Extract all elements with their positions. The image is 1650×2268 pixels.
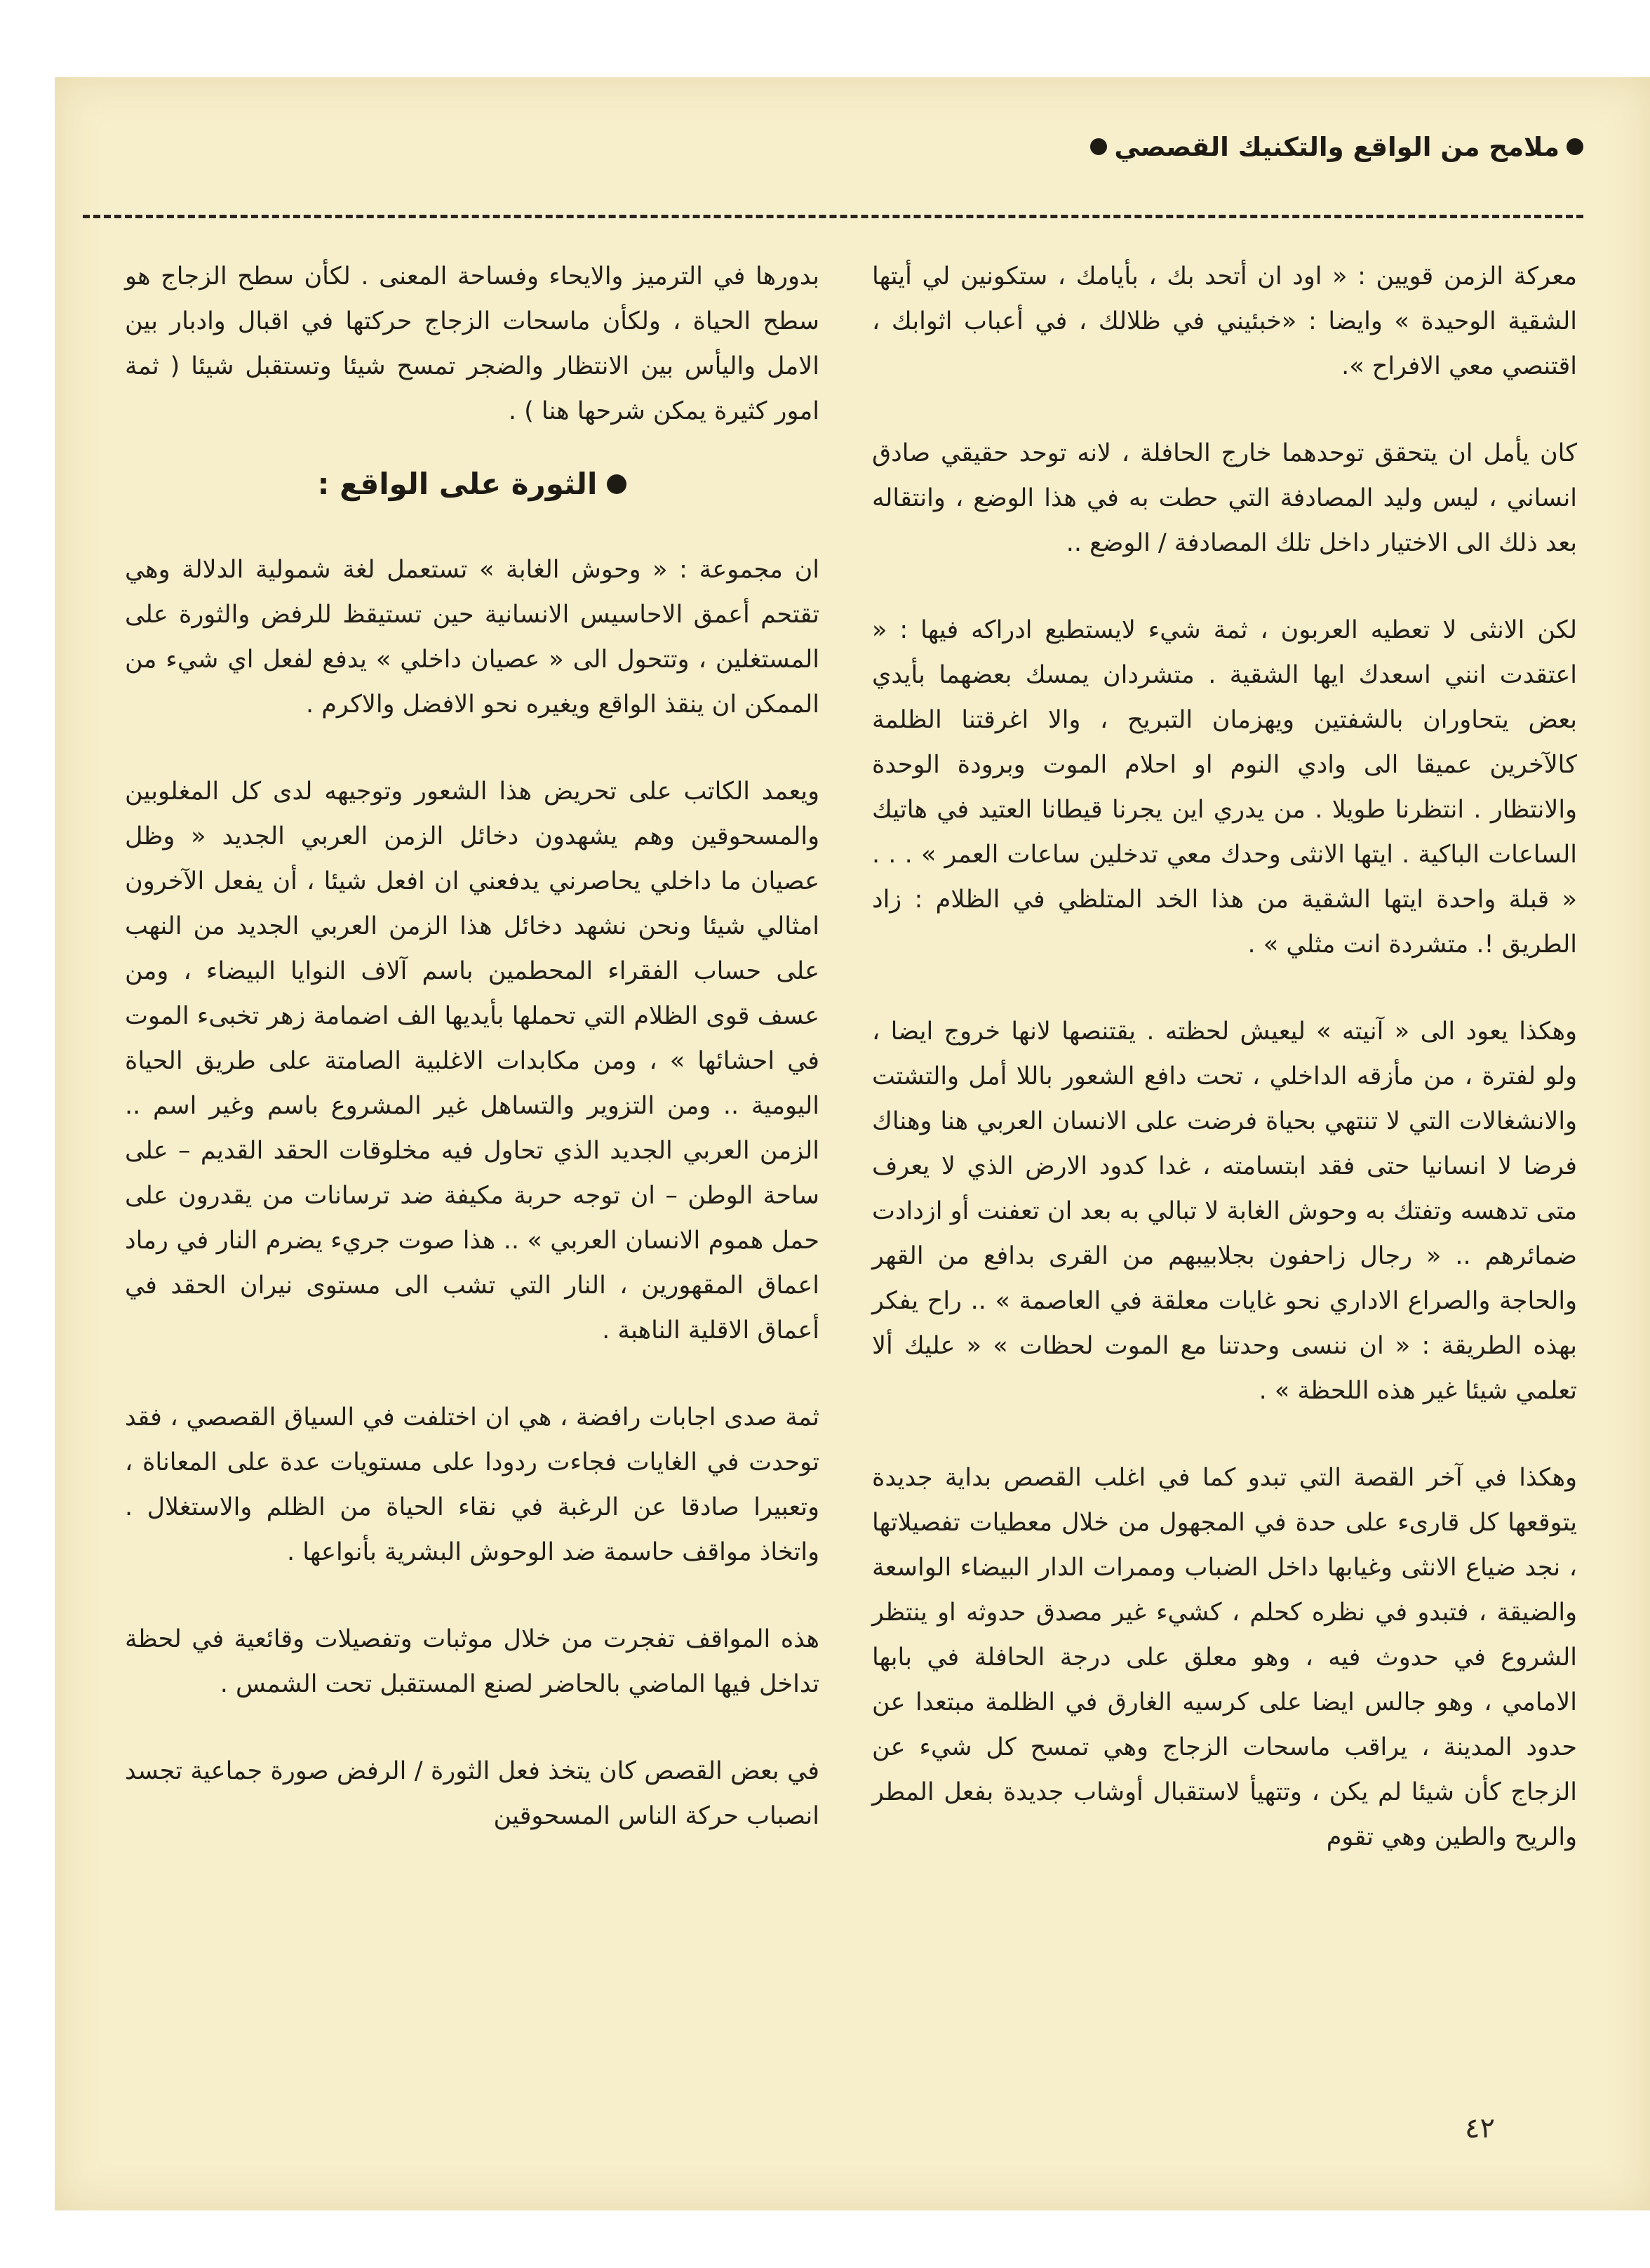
paragraph: ثمة صدى اجابات رافضة ، هي ان اختلفت في السياق القصصي ، فقد توحدت في الغايات فجاءت ردودا على مستويات عدة على المعاناة ، وتعبيرا صادقا عن الرغبة في نقاء الحياة من الظلم والاستغلال . واتخاذ مواقف حاسمة ضد الوحوش البشرية بأنواعها .	[125, 1403, 819, 1566]
paragraph: ان مجموعة : « وحوش الغابة » تستعمل لغة شمولية الدلالة وهي تقتحم أعمق الاحاسيس الانسانية حين تستيقظ للرفض والثورة على المستغلين ، وتتحول الى « عصيان داخلي » يدفع لفعل اي شيء من الممكن ان ينقذ الواقع ويغيره نحو الافضل والاكرم .	[125, 556, 819, 719]
running-header	[1090, 122, 1583, 171]
paragraph: كان يأمل ان يتحقق توحدهما خارج الحافلة ، لانه توحد حقيقي صادق انساني ، ليس وليد المصادفة التي حطت به في هذا الوضع ، وانتقاله بعد ذلك الى الاختيار داخل تلك المصادفة / الوضع ..	[872, 439, 1577, 557]
bullet-icon	[1567, 138, 1583, 155]
paragraph: معركة الزمن قويين : « اود ان أتحد بك ، بأيامك ، ستكونين لي أيتها الشقية الوحيدة » وايضا : «خبئيني في ظلالك ، في أعباب اثوابك ، اقتنصي معي الافراح ».	[872, 262, 1577, 380]
paragraph: في بعض القصص كان يتخذ فعل الثورة / الرفض صورة جماعية تجسد انصباب حركة الناس المسحوقين	[125, 1757, 819, 1830]
paragraph: لكن الانثى لا تعطيه العربون ، ثمة شيء لايستطيع ادراكه فيها : « اعتقدت انني اسعدك ايها الشقية . متشردان يمسك بعضهما بأيدي بعض يتحاوران بالشفتين ويهزمان التبريح ، والا اغرقتنا الظلمة كالآخرين عميقا الى وادي النوم او احلام الموت وبرودة الوحدة والانتظار . انتظرنا طويلا . من يدري اين يجرنا قيطانا العتيد في هاتيك الساعات الباكية . ايتها الانثى وحدك معي تدخلين ساعات العمر » . . . « قبلة واحدة ايتها الشقية من هذا الخد المتلظي في الظلام : زاد الطريق !. متشردة انت مثلي » .	[872, 616, 1577, 959]
paragraph: وهكذا يعود الى « آنيته » ليعيش لحظته . يقتنصها لانها خروج ايضا ، ولو لفترة ، من مأزقه الداخلي ، تحت دافع الشعور باللا أمل والتشتت والانشغالات التي لا تنتهي بحياة فرضت على الانسان العربي هنا وهناك فرضا لا انسانيا حتى فقد ابتسامته ، غدا كدود الارض الذي لا يعرف متى تدهسه وتفتك به وحوش الغابة لا تبالي به بعد ان تعفنت أو ازدادت ضمائرهم .. « رجال زاحفون بجلابيبهم من القرى بدافع من القهر والحاجة والصراع الاداري نحو غايات معلقة في العاصمة » .. راح يفكر بهذه الطريقة : « ان ننسى وحدتنا مع الموت لحظات » « عليك ألا تعلمي شيئا غير هذه اللحظة » .	[872, 1018, 1577, 1405]
bullet-icon	[607, 474, 626, 494]
paragraph: هذه المواقف تفجرت من خلال موثبات وتفصيلات وقائعية في لحظة تداخل فيها الماضي بالحاضر لصنع المستقبل تحت الشمس .	[125, 1625, 819, 1698]
section-heading	[125, 462, 819, 507]
header-divider	[83, 215, 1583, 218]
header-title: ملامح من الواقع والتكنيك القصصي	[1114, 131, 1560, 162]
page-number: ٤٢	[1465, 2112, 1495, 2144]
left-column	[125, 254, 819, 1881]
section-title: الثورة على الواقع :	[317, 467, 598, 501]
paragraph: بدورها في الترميز والايحاء وفساحة المعنى . لكأن سطح الزجاج هو سطح الحياة ، ولكأن ماسحات الزجاج حركتها في اقبال وادبار بين الامل واليأس بين الانتظار والضجر تمسح شيئا وتستقبل شيئا ( ثمة امور كثيرة يمكن شرحها هنا ) .	[125, 262, 819, 425]
right-column	[872, 254, 1577, 1902]
bullet-icon	[1090, 138, 1107, 155]
magazine-page	[55, 77, 1650, 2210]
paragraph: ويعمد الكاتب على تحريض هذا الشعور وتوجيهه لدى كل المغلوبين والمسحوقين وهم يشهدون دخائل الزمن العربي الجديد « وظل عصيان ما داخلي يحاصرني يدفعني ان افعل شيئا ، أن يفعل الآخرون امثالي شيئا ونحن نشهد دخائل هذا الزمن العربي الجديد من النهب على حساب الفقراء المحطمين باسم آلاف النوايا البيضاء ، ومن عسف قوى الظلام التي تحملها بأيديها الف اضمامة زهر تخبىء الموت في احشائها » ، ومن مكابدات الاغلبية الصامتة على طريق الحياة اليومية .. ومن التزوير والتساهل غير المشروع باسم وغير اسم .. الزمن العربي الجديد الذي تحاول فيه مخلوقات الحقد القديم – على ساحة الوطن – ان توجه حربة مكيفة ضد ترسانات من يقدرون على حمل هموم الانسان العربي » .. هذا صوت جريء يضرم النار في رماد اعماق المقهورين ، النار التي تشب الى مستوى نيران الحقد في أعماق الاقلية الناهبة .	[125, 778, 819, 1345]
paragraph: وهكذا في آخر القصة التي تبدو كما في اغلب القصص بداية جديدة يتوقعها كل قارىء على حدة في المجهول من خلال معطيات تفصيلاتها ، نجد ضياع الانثى وغيابها داخل الضباب وممرات الدار البيضاء الواسعة والضيقة ، فتبدو في نظره كحلم ، كشيء غير مصدق حدوثه او ينتظر الشروع في حدوث فيه ، وهو معلق على درجة الحافلة في بابها الامامي ، وهو جالس ايضا على كرسيه الغارق في الظلمة مبتعدا عن حدود المدينة ، يراقب ماسحات الزجاج وهي تمسح كل شيء عن الزجاج كأن شيئا لم يكن ، وتتهيأ لاستقبال أوشاب جديدة بفعل المطر والريح والطين وهي تقوم	[872, 1464, 1577, 1851]
